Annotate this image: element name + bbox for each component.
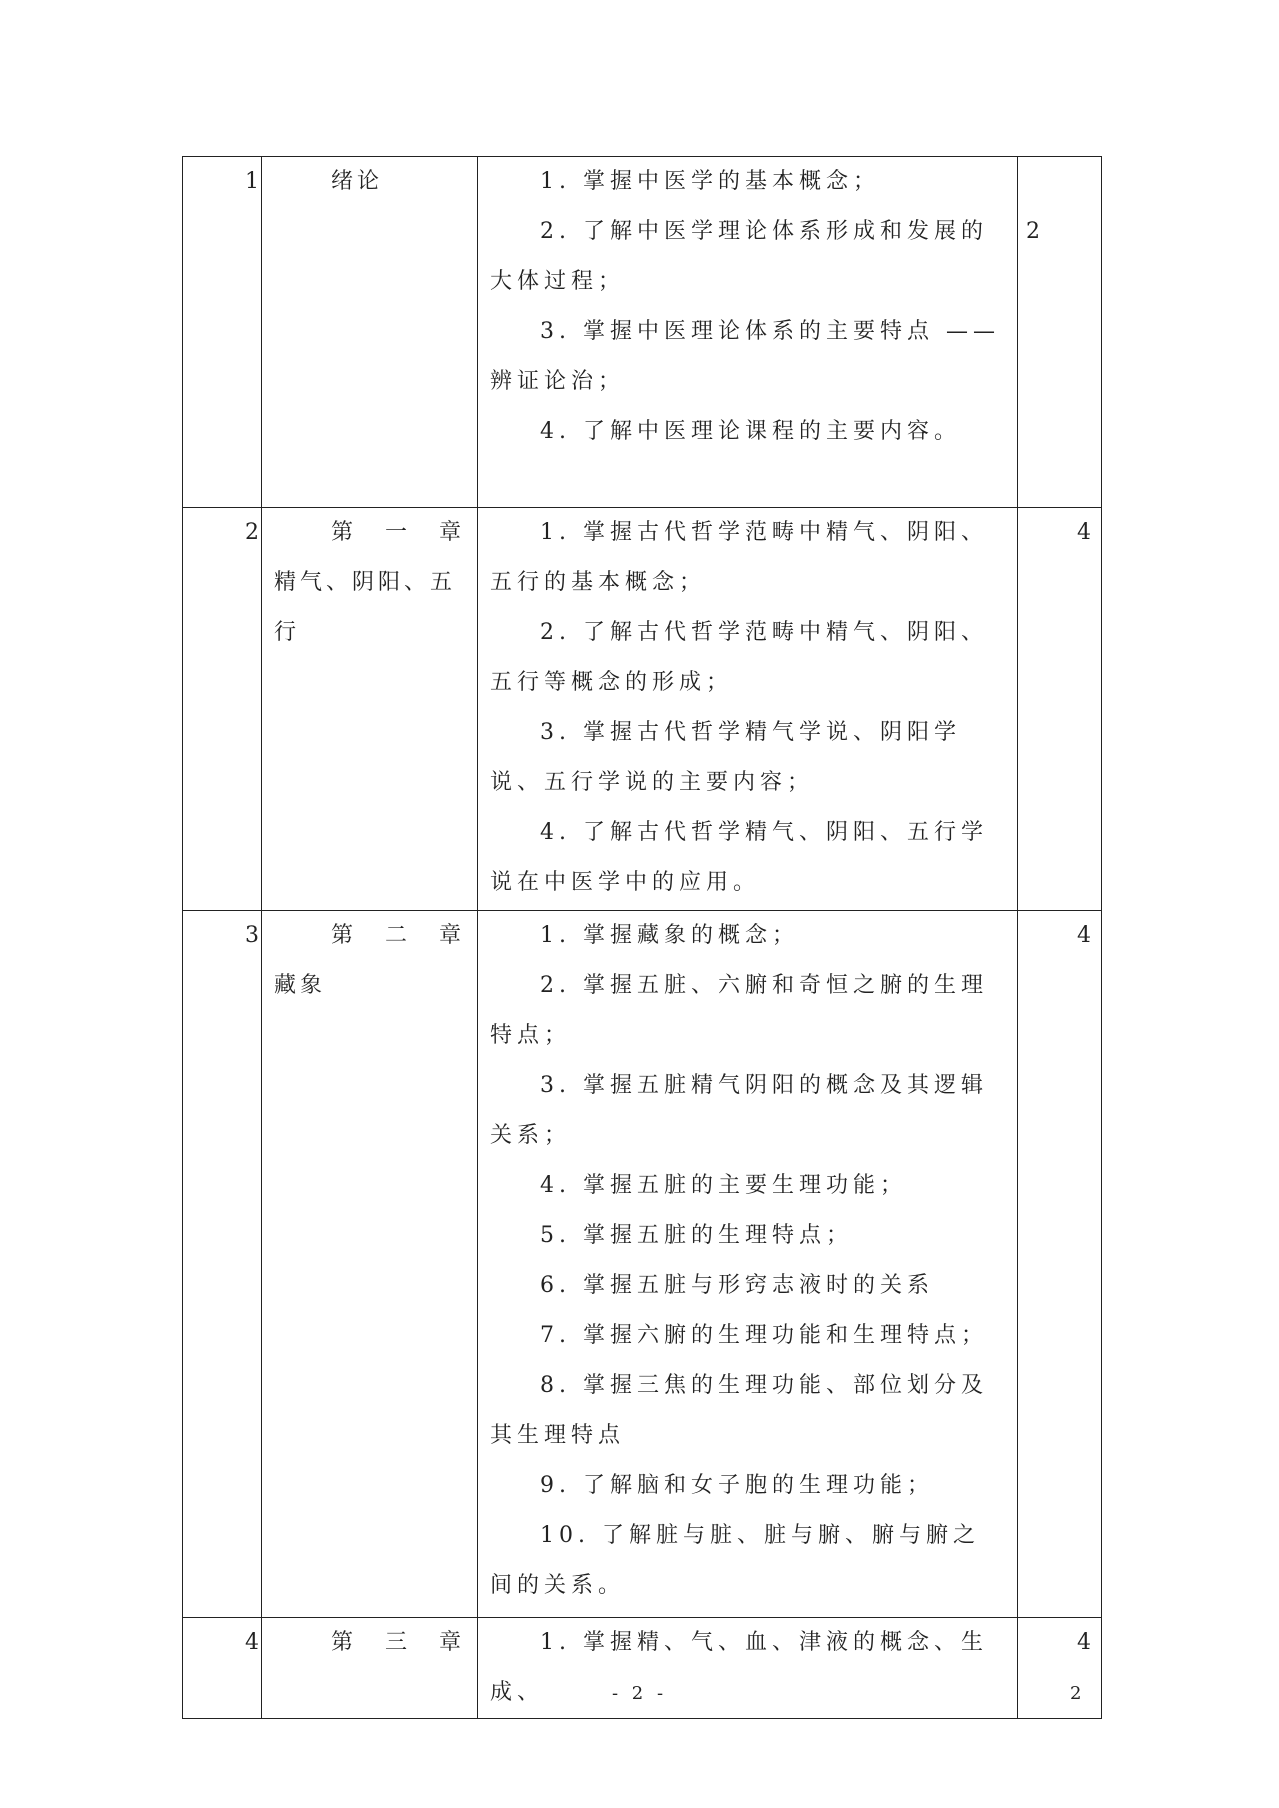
chapter-prefix-char: 二 <box>384 923 411 948</box>
objective-item: 3. 掌握中医理论体系的主要特点 ——辨证论治； <box>490 319 1000 394</box>
objective-item: 1. 掌握古代哲学范畴中精气、阴阳、五行的基本概念； <box>490 520 988 595</box>
objective-item: 8. 掌握三焦的生理功能、部位划分及其生理特点 <box>490 1373 988 1448</box>
chapter-name: 绪论 <box>331 169 384 194</box>
objective-item: 4. 掌握五脏的主要生理功能； <box>540 1173 907 1198</box>
chapter-prefix-char: 三 <box>384 1630 411 1655</box>
chapter-prefix-char: 第 <box>331 1630 358 1655</box>
objective-item: 1. 掌握藏象的概念； <box>540 923 799 948</box>
row-index: 3 <box>183 911 262 1618</box>
chapter-cell <box>262 508 478 911</box>
objective-item: 6. 掌握五脏与形窍志液时的关系 <box>540 1273 934 1298</box>
table-row <box>183 157 1102 508</box>
hours-cell: 4 <box>1018 1618 1102 1719</box>
objective-item: 3. 掌握古代哲学精气学说、阴阳学说、五行学说的主要内容； <box>490 720 961 795</box>
chapter-prefix-char: 第 <box>331 520 358 545</box>
objective-item: 2. 了解古代哲学范畴中精气、阴阳、五行等概念的形成； <box>490 620 988 695</box>
objective-item: 4. 了解中医理论课程的主要内容。 <box>540 419 961 444</box>
objective-item: 9. 了解脑和女子胞的生理功能； <box>540 1473 934 1498</box>
objective-item: 5. 掌握五脏的生理特点； <box>540 1223 853 1248</box>
hours-cell: 2 <box>1018 157 1102 508</box>
table-row <box>183 911 1102 1618</box>
objectives-cell <box>478 157 1018 508</box>
chapter-prefix-char: 章 <box>438 520 465 545</box>
hours-cell: 4 <box>1018 508 1102 911</box>
chapter-prefix-char: 章 <box>438 923 465 948</box>
chapter-prefix <box>274 911 465 961</box>
objective-item: 1. 掌握精、气、血、津液的概念、生成、 <box>490 1630 988 1705</box>
chapter-prefix-char: 第 <box>331 923 358 948</box>
chapter-cell <box>262 157 478 508</box>
table-row <box>183 508 1102 911</box>
row-index: 1 <box>183 157 262 508</box>
chapter-prefix <box>274 1618 465 1668</box>
objective-item: 2. 了解中医学理论体系形成和发展的大体过程； <box>490 219 988 294</box>
chapter-name: 藏象 <box>274 973 327 998</box>
row-index: 4 <box>183 1618 262 1719</box>
objective-item: 2. 掌握五脏、六腑和奇恒之腑的生理特点； <box>490 973 988 1048</box>
objective-item: 1. 掌握中医学的基本概念； <box>540 169 880 194</box>
chapter-prefix-char: 章 <box>438 1630 465 1655</box>
hours-cell: 4 <box>1018 911 1102 1618</box>
chapter-cell <box>262 911 478 1618</box>
page-footer-label: - 2 - <box>611 1683 668 1704</box>
objective-item: 3. 掌握五脏精气阴阳的概念及其逻辑关系； <box>490 1073 988 1148</box>
objective-item: 10. 了解脏与脏、脏与腑、腑与腑之间的关系。 <box>490 1523 980 1598</box>
row-index: 2 <box>183 508 262 911</box>
objective-item: 7. 掌握六腑的生理功能和生理特点； <box>540 1323 988 1348</box>
objectives-cell <box>478 508 1018 911</box>
syllabus-table <box>182 156 1102 1719</box>
chapter-prefix <box>274 508 465 558</box>
page-number: 2 <box>1070 1683 1082 1704</box>
chapter-name: 精气、阴阳、五行 <box>274 570 457 645</box>
chapter-prefix-char: 一 <box>384 520 411 545</box>
objectives-cell <box>478 911 1018 1618</box>
objective-item: 4. 了解古代哲学精气、阴阳、五行学说在中医学中的应用。 <box>490 820 988 895</box>
